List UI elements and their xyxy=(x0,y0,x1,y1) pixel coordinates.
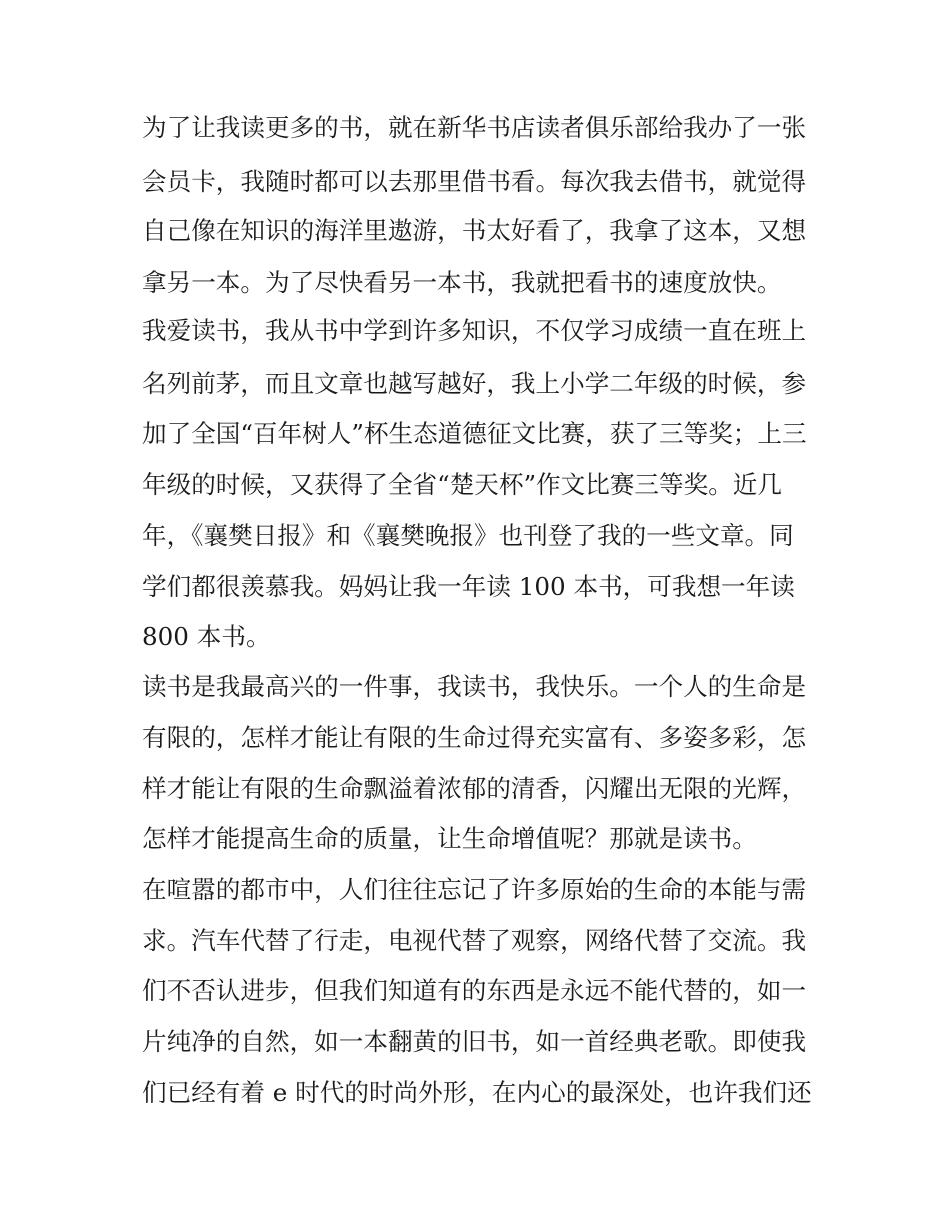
text-line: 求。汽车代替了行走，电视代替了观察，网络代替了交流。我 xyxy=(142,926,807,955)
text-line: 我爱读书，我从书中学到许多知识，不仅学习成绩一直在班上 xyxy=(142,316,807,345)
text-line: 会员卡，我随时都可以去那里借书看。每次我去借书，就觉得 xyxy=(142,167,807,196)
text-line: 样才能让有限的生命飘溢着浓郁的清香，闪耀出无限的光辉， xyxy=(142,774,807,803)
text-line: 年，《襄樊日报》和《襄樊晚报》也刊登了我的一些文章。同 xyxy=(142,521,794,550)
text-line: 800 本书。 xyxy=(142,622,271,651)
text-line: 年级的时候，又获得了全省“楚天杯”作文比赛三等奖。近几 xyxy=(142,470,782,499)
text-line: 有限的，怎样才能让有限的生命过得充实富有、多姿多彩，怎 xyxy=(142,723,807,752)
text-line: 加了全国“百年树人”杯生态道德征文比赛，获了三等奖；上三 xyxy=(142,419,807,448)
text-line: 学们都很羡慕我。妈妈让我一年读 100 本书，可我想一年读 xyxy=(142,572,795,601)
text-line: 名列前茅，而且文章也越写越好，我上小学二年级的时候，参 xyxy=(142,369,807,398)
text-line: 自己像在知识的海洋里遨游，书太好看了，我拿了这本，又想 xyxy=(142,216,807,245)
text-line: 读书是我最高兴的一件事，我读书，我快乐。一个人的生命是 xyxy=(142,672,807,701)
text-line: 拿另一本。为了尽快看另一本书，我就把看书的速度放快。 xyxy=(142,268,782,297)
text-line: 在喧嚣的都市中，人们往往忘记了许多原始的生命的本能与需 xyxy=(142,875,807,904)
text-line: 怎样才能提高生命的质量，让生命增值呢？那就是读书。 xyxy=(142,824,757,853)
text-line: 们已经有着 e 时代的时尚外形，在内心的最深处，也许我们还 xyxy=(142,1078,812,1107)
text-line: 为了让我读更多的书，就在新华书店读者俱乐部给我办了一张 xyxy=(142,113,807,142)
text-line: 片纯净的自然，如一本翻黄的旧书，如一首经典老歌。即使我 xyxy=(142,1027,807,1056)
text-line: 们不否认进步，但我们知道有的东西是永远不能代替的，如一 xyxy=(142,976,807,1005)
